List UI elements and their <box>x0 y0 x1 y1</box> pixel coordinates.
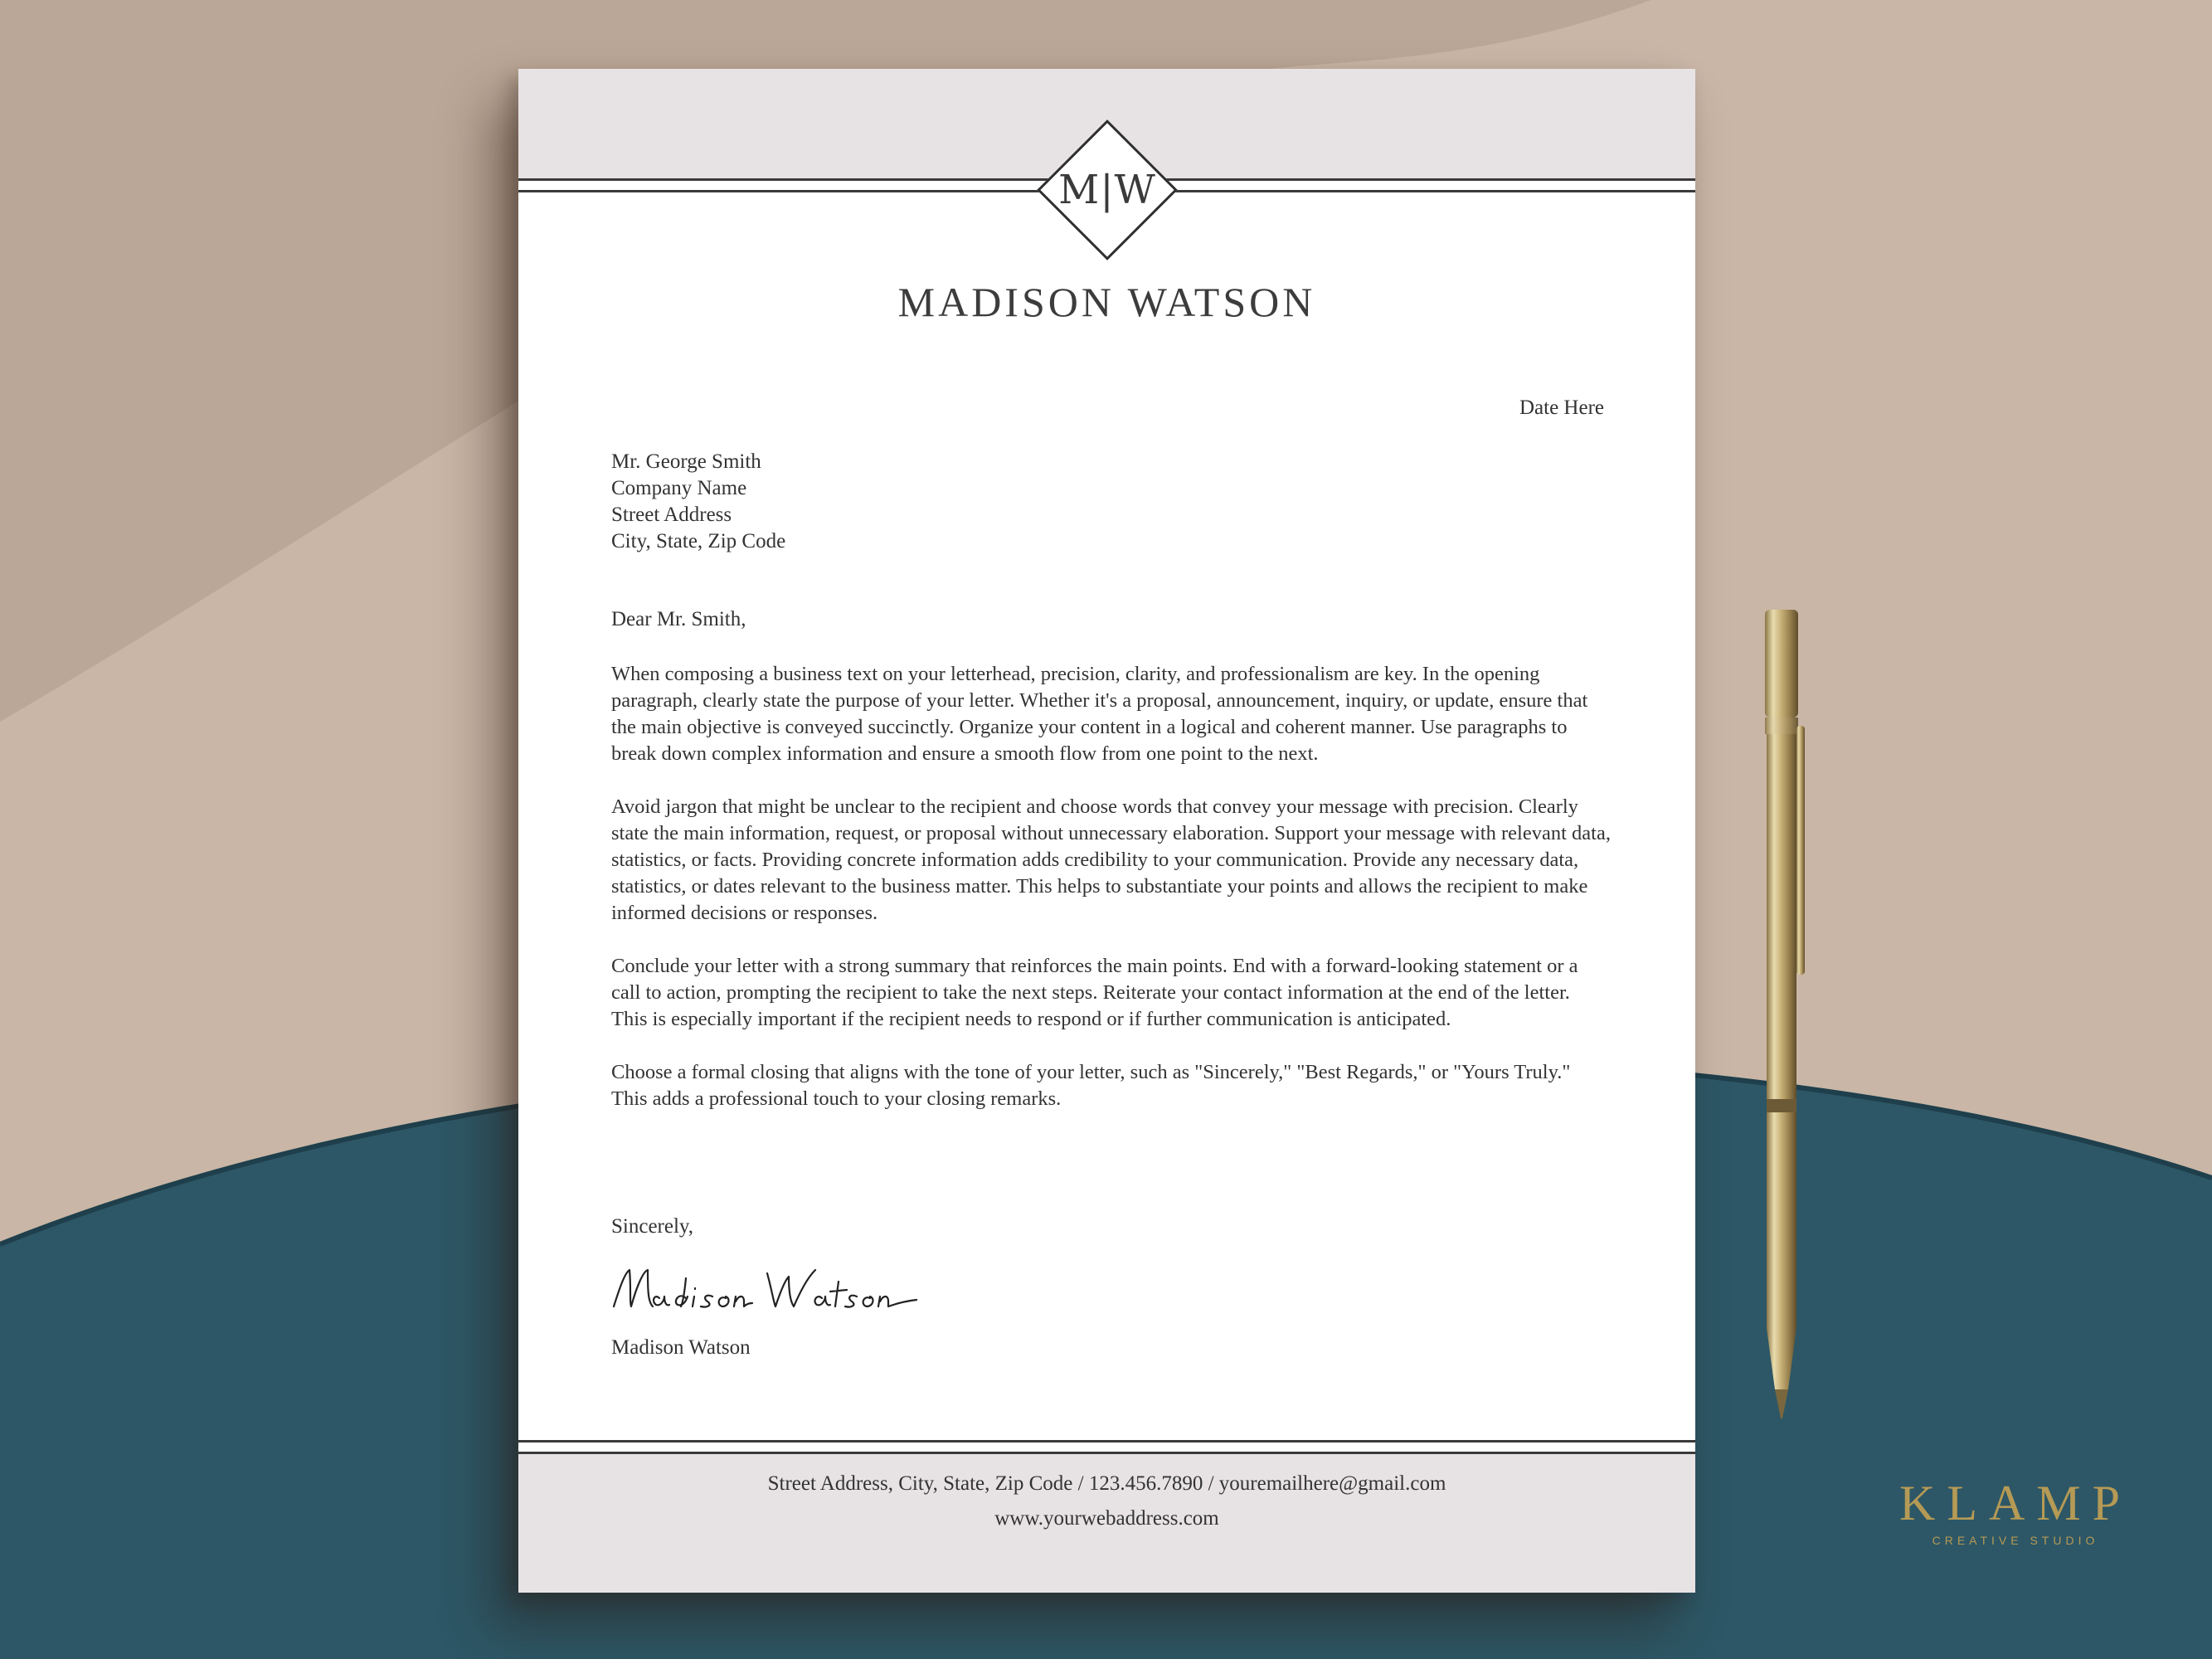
monogram-text: M|W <box>1058 167 1156 213</box>
brand-name: KLAMP <box>1899 1476 2132 1530</box>
letterhead-page <box>518 69 1695 1593</box>
body-paragraph: Avoid jargon that might be unclear to the recipient and choose words that convey your message with precision. Clearly state the main information, request, or proposal without unnecessary elaboration. Support your message with relevant data, statistics, or facts. Providing concrete information adds credibility to your communication. Provide any necessary data, statistics, or dates relevant to the business matter. This helps to substantiate your points and allows the recipient to make informed decisions or responses. <box>611 795 1611 924</box>
monogram <box>1036 119 1179 261</box>
gold-pen <box>1750 601 1816 1423</box>
salutation: Dear Mr. Smith, <box>611 608 746 630</box>
footer-website: www.yourwebaddress.com <box>994 1507 1219 1530</box>
body-paragraph: When composing a business text on your letterhead, precision, clarity, and professionalism are key. In the opening paragraph, clearly state the purpose of your letter. Whether it's a proposal, announcement, inquiry, or update, ensure that the main objective is conveyed succinctly. Organize your content in a logical and coherent manner. Use paragraphs to break down complex information and ensure a smooth flow from one point to the next. <box>611 663 1588 765</box>
footer-rule <box>518 1440 1695 1443</box>
signer-name: Madison Watson <box>611 1336 751 1359</box>
body-paragraph: Conclude your letter with a strong summary that reinforces the main points. End with a forward-looking statement or a call to action, prompting the recipient to take the next steps. Reiterate your contact information at the end of the letter. This is especially important if the recipient needs to respond or if further communication is anticipated. <box>611 955 1578 1030</box>
recipient-line: Street Address <box>611 504 732 526</box>
recipient-line: City, State, Zip Code <box>611 530 786 552</box>
brand-subtitle: CREATIVE STUDIO <box>1932 1534 2099 1547</box>
recipient-line: Mr. George Smith <box>611 450 761 473</box>
body-paragraph: Choose a formal closing that aligns with the tone of your letter, such as "Sincerely," "Best Regards," or "Yours Truly." This adds a professional touch to your closing remarks. <box>611 1061 1571 1110</box>
recipient-line: Company Name <box>611 477 747 499</box>
sender-name: MADISON WATSON <box>897 279 1316 325</box>
brand-logo <box>1899 1475 2132 1547</box>
letter-date: Date Here <box>1519 397 1604 419</box>
letter-body <box>611 661 1611 1139</box>
footer-contact: Street Address, City, State, Zip Code / 123.456.7890 / youremailhere@gmail.com <box>767 1472 1446 1495</box>
signature <box>610 1255 925 1321</box>
recipient-block <box>611 449 785 555</box>
closing: Sincerely, <box>611 1215 694 1238</box>
